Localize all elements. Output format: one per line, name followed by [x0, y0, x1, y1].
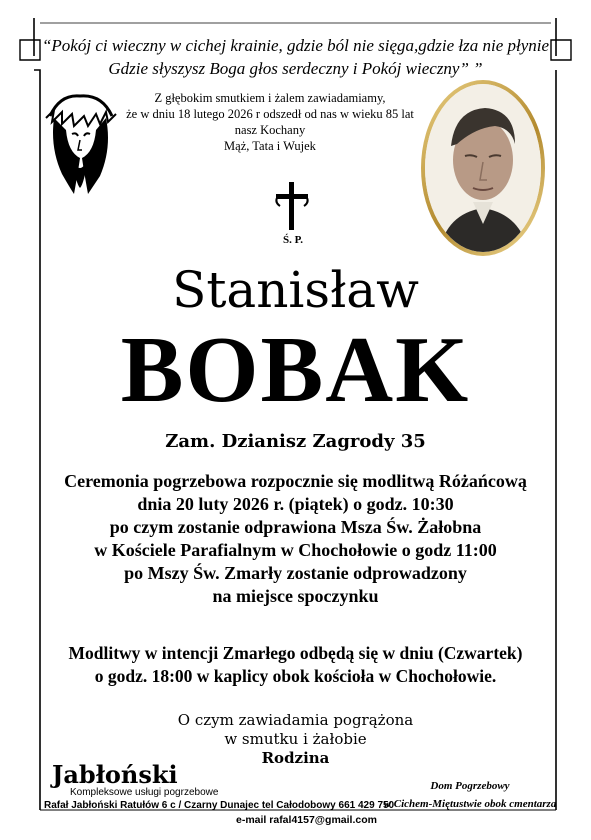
ceremony-line-4: w Kościele Parafialnym w Chochołowie o godz 11:00: [94, 540, 497, 560]
funeral-house-line-1: Dom Pogrzebowy: [430, 780, 510, 792]
ceremony-info: [0, 470, 591, 608]
jesus-illustration: [40, 88, 120, 196]
prayer-line-1: Modlitwy w intencji Zmarłego odbędą się w dniu (Czwartek): [68, 643, 523, 663]
closing-family: Rodzina: [261, 749, 330, 767]
funeral-brand-sub: Kompleksowe usługi pogrzebowe: [70, 787, 219, 798]
ceremony-line-6: na miejsce spoczynku: [212, 586, 379, 606]
last-name: BOBAK: [120, 318, 471, 422]
ceremony-line-3: po czym zostanie odprawiona Msza Św. Żałobna: [109, 517, 482, 537]
prayer-line-2: o godz. 18:00 w kaplicy obok kościoła w Chochołowie.: [94, 666, 497, 686]
address: Zam. Dzianisz Zagrody 35: [165, 431, 426, 452]
quote: [0, 34, 591, 80]
person-photo-icon: [425, 84, 541, 252]
funeral-email[interactable]: e-mail rafal4157@gmail.com: [236, 814, 377, 826]
portrait-photo: [425, 84, 541, 252]
funeral-brand: Jabłoński: [52, 760, 178, 789]
announcement-line-2: że w dniu 18 lutego 2026 r odszedł od nas w wieku 85 lat: [126, 107, 414, 121]
ceremony-line-5: po Mszy Św. Zmarły zostanie odprowadzony: [124, 563, 467, 583]
cross-icon: [272, 180, 312, 234]
portrait-frame: [421, 80, 545, 256]
announcement-line-1: Z głębokim smutkiem i żalem zawiadamiamy,: [154, 91, 386, 105]
quote-line-2: Gdzie słyszysz Boga głos serdeczny i Pokój wieczny” ”: [108, 59, 483, 78]
announcement-line-4: Mąż, Tata i Wujek: [224, 139, 316, 153]
ceremony-line-1: Ceremonia pogrzebowa rozpocznie się modlitwą Różańcową: [64, 471, 527, 491]
quote-line-1: “Pokój ci wieczny w cichej krainie, gdzie ból nie sięga,gdzie łza nie płynie: [41, 36, 550, 55]
closing-line-2: w smutku i żałobie: [224, 730, 367, 748]
first-name: Stanisław: [172, 261, 419, 319]
closing-line-1: O czym zawiadamia pogrążona: [177, 711, 414, 729]
funeral-house-line-2: w Cichem-Miętustwie obok cmentarza: [383, 798, 557, 810]
sp-label: Ś. P.: [282, 234, 304, 246]
funeral-house: [370, 777, 570, 813]
announcement: [120, 90, 420, 154]
funeral-contact: Rafał Jabłoński Ratułów 6 c / Czarny Dunajec tel Całodobowy 661 429 750: [44, 800, 395, 811]
ceremony-line-2: dnia 20 luty 2026 r. (piątek) o godz. 10:30: [137, 494, 454, 514]
announcement-line-3: nasz Kochany: [234, 123, 306, 137]
prayer-info: [0, 642, 591, 688]
